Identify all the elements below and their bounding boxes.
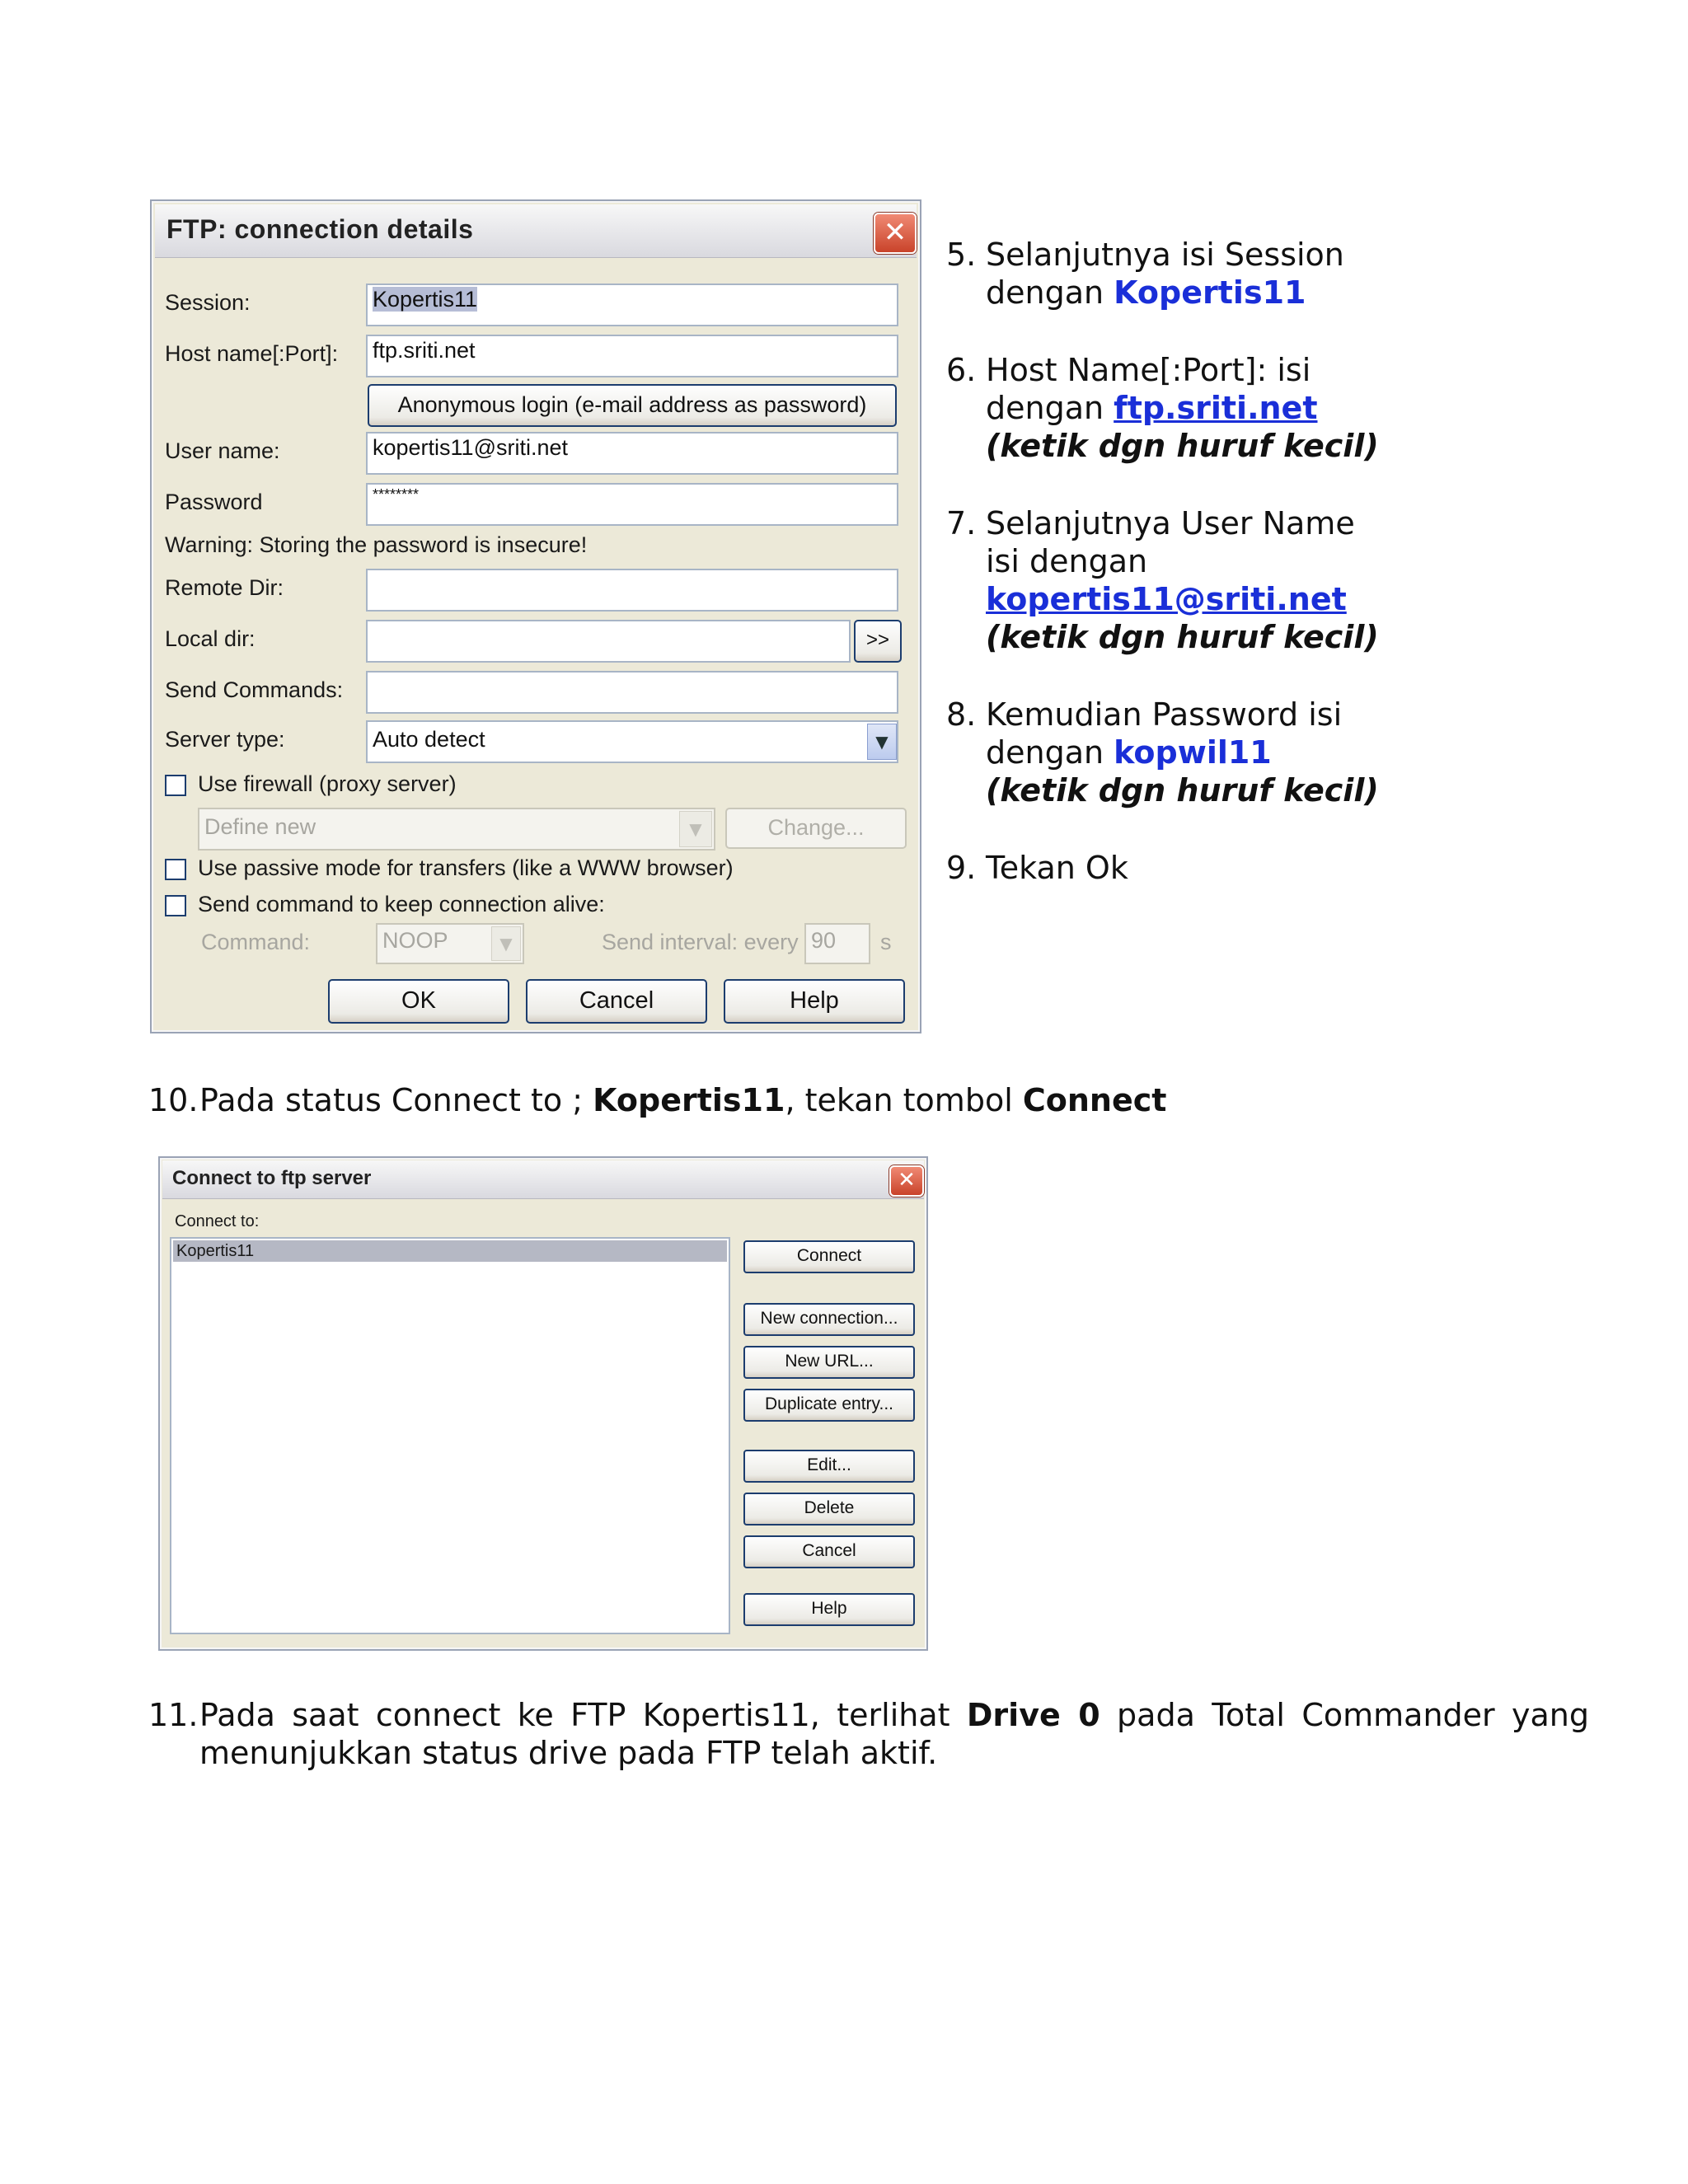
step-text: Host Name[:Port]: isi: [986, 352, 1311, 388]
dialog-titlebar: [155, 204, 917, 258]
dialog-title: Connect to ftp server: [172, 1167, 372, 1189]
remote-dir-label: Remote Dir:: [165, 575, 284, 600]
step-text: , tekan tombol: [785, 1082, 1023, 1118]
new-connection-button[interactable]: New connection...: [743, 1303, 915, 1336]
step-number: 5.: [946, 237, 977, 273]
email-link[interactable]: kopertis11@sriti.net: [986, 581, 1347, 617]
close-icon[interactable]: ✕: [889, 1165, 924, 1197]
connect-bold: Connect: [1022, 1082, 1167, 1118]
step-text: dengan: [986, 390, 1114, 426]
chevron-down-icon: ▼: [679, 811, 712, 847]
cancel-button[interactable]: Cancel: [526, 979, 707, 1024]
host-input[interactable]: ftp.sriti.net: [366, 335, 898, 377]
connect-to-label: Connect to:: [175, 1212, 260, 1230]
password-label: Password: [165, 490, 263, 514]
dialog-titlebar: [162, 1160, 924, 1199]
lowercase-note: (ketik dgn huruf kecil): [986, 428, 1379, 464]
connect-ftp-dialog: [158, 1156, 928, 1651]
step-number: 7.: [946, 505, 977, 541]
session-input[interactable]: [366, 284, 898, 326]
chevron-down-icon[interactable]: ▼: [867, 724, 897, 760]
send-commands-label: Send Commands:: [165, 677, 344, 702]
step-text: dengan: [986, 734, 1114, 771]
send-interval-label: Send interval: every: [602, 930, 799, 954]
step-text: Tekan Ok: [986, 850, 1128, 886]
step-text: menunjukkan status drive pada FTP telah aktif.: [199, 1735, 938, 1771]
password-input[interactable]: ********: [366, 483, 898, 526]
step-6: [946, 351, 1379, 464]
command-label: Command:: [201, 930, 311, 954]
duplicate-entry-button[interactable]: Duplicate entry...: [743, 1389, 915, 1422]
session-value-highlight: Kopertis11: [1114, 274, 1306, 311]
step-text: Selanjutnya isi Session: [986, 237, 1344, 273]
passive-mode-checkbox[interactable]: [165, 859, 186, 880]
help-button[interactable]: Help: [724, 979, 905, 1024]
step-text: isi dengan: [986, 543, 1148, 579]
step-7: [946, 504, 1379, 655]
host-label: Host name[:Port]:: [165, 341, 339, 366]
user-name-input[interactable]: kopertis11@sriti.net: [366, 432, 898, 475]
send-commands-input[interactable]: [366, 671, 898, 714]
cancel-button[interactable]: Cancel: [743, 1535, 915, 1568]
step-text-line: [199, 1696, 1589, 1734]
password-warning: Warning: Storing the password is insecure!: [165, 532, 588, 557]
lowercase-note: (ketik dgn huruf kecil): [986, 772, 1379, 808]
firewall-label: Use firewall (proxy server): [198, 771, 457, 796]
step-11: [148, 1696, 1589, 1771]
step-number: 6.: [946, 352, 977, 388]
session-name-bold: Kopertis11: [593, 1082, 785, 1118]
passive-mode-label: Use passive mode for transfers (like a WWW browser): [198, 855, 734, 880]
keepalive-checkbox[interactable]: [165, 895, 186, 916]
chevron-down-icon: ▼: [491, 926, 521, 961]
step-number: 9.: [946, 850, 977, 886]
ok-button[interactable]: OK: [328, 979, 509, 1024]
drive-bold: Drive 0: [966, 1697, 1100, 1733]
lowercase-note: (ketik dgn huruf kecil): [986, 619, 1379, 655]
step-text: Pada saat connect ke FTP Kopertis11, terlihat: [199, 1697, 967, 1733]
step-8: [946, 696, 1379, 808]
user-name-label: User name:: [165, 438, 280, 463]
send-interval-unit: s: [880, 930, 892, 954]
step-text: dengan: [986, 274, 1114, 311]
step-text: pada Total Commander yang: [1100, 1697, 1589, 1733]
step-text-line2: [986, 274, 1306, 312]
step-number: 10.: [148, 1082, 199, 1118]
password-value-highlight: kopwil11: [1114, 734, 1272, 771]
server-type-select[interactable]: [366, 720, 898, 763]
session-label: Session:: [165, 290, 251, 315]
new-url-button[interactable]: New URL...: [743, 1346, 915, 1379]
server-type-value: Auto detect: [373, 727, 485, 752]
firewall-select[interactable]: Define new: [198, 808, 715, 851]
connection-list[interactable]: [170, 1237, 730, 1634]
step-text: Selanjutnya User Name: [986, 505, 1355, 541]
help-button[interactable]: Help: [743, 1593, 915, 1626]
step-text-line2: [986, 389, 1318, 427]
close-icon[interactable]: ✕: [874, 213, 917, 254]
session-value: Kopertis11: [373, 287, 478, 312]
list-item[interactable]: Kopertis11: [173, 1240, 727, 1262]
step-5: [946, 236, 1344, 311]
connect-button[interactable]: Connect: [743, 1240, 915, 1273]
step-number: 8.: [946, 696, 977, 733]
edit-button[interactable]: Edit...: [743, 1450, 915, 1483]
firewall-checkbox[interactable]: [165, 775, 186, 796]
local-dir-label: Local dir:: [165, 626, 256, 651]
step-text-line2: [986, 733, 1272, 771]
remote-dir-input[interactable]: [366, 569, 898, 612]
keepalive-label: Send command to keep connection alive:: [198, 892, 605, 916]
local-dir-input[interactable]: [366, 620, 851, 663]
server-type-label: Server type:: [165, 727, 285, 752]
delete-button[interactable]: Delete: [743, 1493, 915, 1526]
change-button[interactable]: Change...: [725, 808, 907, 849]
send-interval-input[interactable]: 90: [804, 923, 870, 964]
anonymous-login-button[interactable]: Anonymous login (e-mail address as password): [368, 384, 897, 427]
step-10: [148, 1081, 1167, 1119]
step-number: 11.: [148, 1697, 199, 1733]
step-9: [946, 849, 1128, 887]
step-text-line: [199, 1081, 1166, 1119]
step-text: Pada status Connect to ;: [199, 1082, 593, 1118]
browse-button[interactable]: >>: [854, 620, 902, 663]
dialog-title: FTP: connection details: [166, 214, 474, 244]
command-select[interactable]: NOOP: [376, 923, 524, 964]
host-link[interactable]: ftp.sriti.net: [1114, 390, 1318, 426]
ftp-connection-dialog: [150, 199, 921, 1033]
step-text: Kemudian Password isi: [986, 696, 1343, 733]
